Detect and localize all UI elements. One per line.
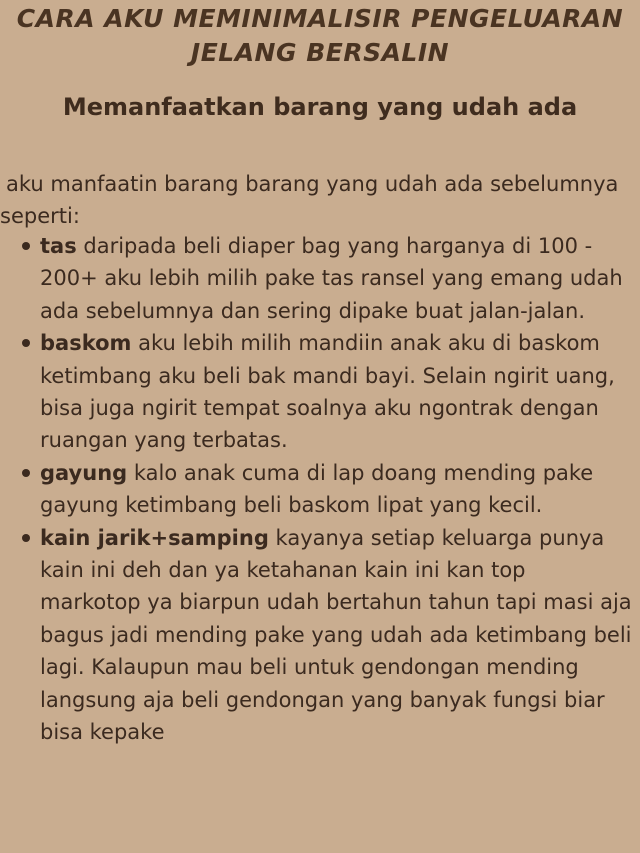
- section-subtitle: Memanfaatkan barang yang udah ada: [62, 93, 578, 121]
- bullet-icon: [22, 469, 30, 477]
- item-term: gayung: [40, 460, 128, 485]
- list-item-baskom: [0, 327, 632, 457]
- item-text: aku lebih milih mandiin anak aku di baskom ketimbang aku beli bak mandi bayi. Selain ngirit uang, bisa juga ngirit tempat soalnya aku ngontrak dengan ruangan yang terbatas.: [40, 331, 615, 453]
- list-item-tas: [0, 230, 632, 327]
- list-item-gayung: [0, 457, 632, 522]
- item-text: daripada beli diaper bag yang harganya di 100 - 200+ aku lebih milih pake tas ransel yang emang udah ada sebelumnya dan sering dipake buat jalan-jalan.: [40, 234, 623, 323]
- bullet-icon: [22, 242, 30, 250]
- item-text: kalo anak cuma di lap doang mending pake gayung ketimbang beli baskom lipat yang kecil.: [40, 460, 594, 518]
- list-item-kain-jarik: [0, 522, 632, 749]
- item-term: tas: [40, 234, 77, 258]
- item-list: [0, 230, 632, 749]
- item-text: kayanya setiap keluarga punya kain ini deh dan ya ketahanan kain ini kan top markotop ya biarpun udah bertahun tahun tapi masi aja bagus jadi mending pake yang udah ada ketimbang beli lagi. Kalaupun mau beli untuk gendongan mending langsung aja beli gendongan yang banyak fungsi biar bisa kepake: [40, 525, 632, 745]
- title-line-2: JELANG BERSALIN: [190, 38, 450, 67]
- intro-paragraph: aku manfaatin barang barang yang udah ada sebelumnya seperti:: [0, 172, 619, 228]
- page-title: [0, 2, 640, 70]
- bullet-icon: [22, 339, 30, 347]
- item-term: baskom: [40, 331, 132, 356]
- title-line-1: CARA AKU MEMINIMALISIR PENGELUARAN: [16, 4, 624, 33]
- item-term: kain jarik+samping: [40, 525, 269, 550]
- bullet-icon: [22, 534, 30, 542]
